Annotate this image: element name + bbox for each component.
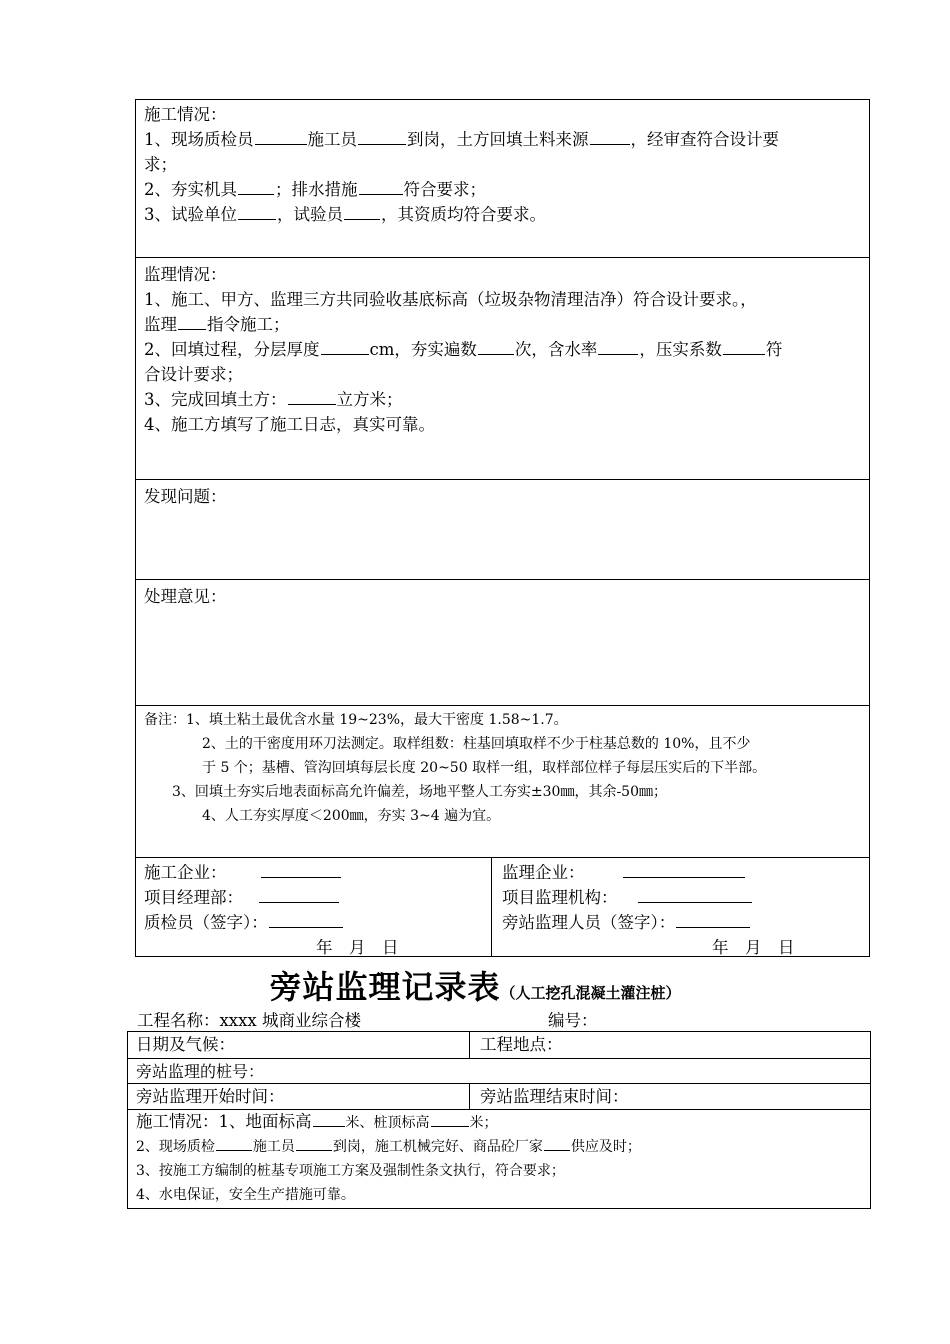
construction-line-1-cont: 求； <box>144 155 177 174</box>
problems-section <box>136 479 869 579</box>
signature-section <box>136 857 869 956</box>
note-3: 3、回填土夯实后地表面标高允许偏差，场地平整人工夯实±30㎜，其余-50㎜； <box>172 784 667 800</box>
contractor-signature <box>136 858 492 957</box>
form-title <box>0 962 950 1008</box>
construction-heading: 施工情况： <box>144 105 227 124</box>
end-time-field: 旁站监理结束时间： <box>480 1087 629 1106</box>
note-2-cont: 于 5 个；基槽、管沟回填每层长度 20~50 取样一组，取样部位样子每层压实后的下半部。 <box>202 760 767 776</box>
contractor-company-label: 施工企业： <box>144 863 227 882</box>
contractor-date: 年 月 日 <box>316 938 399 957</box>
problems-heading: 发现问题： <box>144 487 227 506</box>
page-subtitle: （人工挖孔混凝土灌注桩） <box>500 984 681 1002</box>
pile-line-2: 2、现场质检 施工员 到岗，施工机械完好、商品砼厂家 供应及时； <box>136 1135 862 1159</box>
project-name: 工程名称：xxxx 城商业综合楼 <box>137 1011 361 1030</box>
supervision-section <box>136 257 869 479</box>
record-number: 编号： <box>548 1011 598 1030</box>
supervisor-signature <box>492 858 869 957</box>
note-4: 4、人工夯实厚度＜200㎜，夯实 3~4 遍为宜。 <box>202 808 501 824</box>
supervision-org-label: 项目监理机构： <box>502 888 618 907</box>
construction-section <box>136 100 869 257</box>
supervision-line-3: 2、回填过程，分层厚度 cm，夯实遍数 次，含水率 ，压实系数 符 <box>144 337 861 362</box>
date-weather-field: 日期及气候： <box>128 1032 470 1058</box>
pile-construction-section <box>128 1109 870 1208</box>
pile-line-1: 施工情况：1、地面标高 米、桩顶标高 米； <box>136 1112 498 1131</box>
supervision-line-6: 4、施工方填写了施工日志，真实可靠。 <box>144 415 435 434</box>
supervision-line-1: 1、施工、甲方、监理三方共同验收基底标高（垃圾杂物清理洁净）符合设计要求。， <box>144 290 757 309</box>
supervision-line-5: 3、完成回填土方： 立方米； <box>144 387 861 412</box>
handling-heading: 处理意见： <box>144 587 227 606</box>
page-title: 旁站监理记录表 <box>269 968 501 1006</box>
supervision-line-2: 监理 指令施工； <box>144 312 861 337</box>
handling-section <box>136 579 869 705</box>
construction-line-1: 1、现场质检员 施工员 到岗，土方回填土料来源 ，经审查符合设计要 <box>144 127 861 152</box>
construction-line-2: 2、夯实机具 ；排水措施 符合要求； <box>144 177 861 202</box>
supervision-line-4: 合设计要求； <box>144 365 243 384</box>
pile-line-4: 4、水电保证，安全生产措施可靠。 <box>136 1187 355 1203</box>
note-1: 备注：1、填土粘土最优含水量 19~23%，最大干密度 1.58~1.7。 <box>144 712 568 728</box>
inspector-signature-label: 质检员（签字）： <box>144 913 268 932</box>
supervisor-date: 年 月 日 <box>712 938 795 957</box>
station-supervisor-signature-label: 旁站监理人员（签字）： <box>502 913 676 932</box>
construction-line-3: 3、试验单位 ，试验员 ，其资质均符合要求。 <box>144 202 861 227</box>
start-time-field: 旁站监理开始时间： <box>128 1084 470 1110</box>
site-field: 工程地点： <box>480 1035 563 1054</box>
pile-line-3: 3、按施工方编制的桩基专项施工方案及强制性条文执行，符合要求； <box>136 1163 565 1179</box>
supervisor-company-label: 监理企业： <box>502 863 585 882</box>
note-2: 2、土的干密度用环刀法测定。取样组数：柱基回填取样不少于柱基总数的 10%，且不少 <box>202 736 751 752</box>
pile-record-table <box>127 1031 871 1209</box>
notes-section <box>136 705 869 857</box>
project-manager-dept-label: 项目经理部： <box>144 888 243 907</box>
pile-number-field: 旁站监理的桩号： <box>128 1058 870 1083</box>
backfill-record-table <box>135 99 870 957</box>
supervision-heading: 监理情况： <box>144 265 227 284</box>
